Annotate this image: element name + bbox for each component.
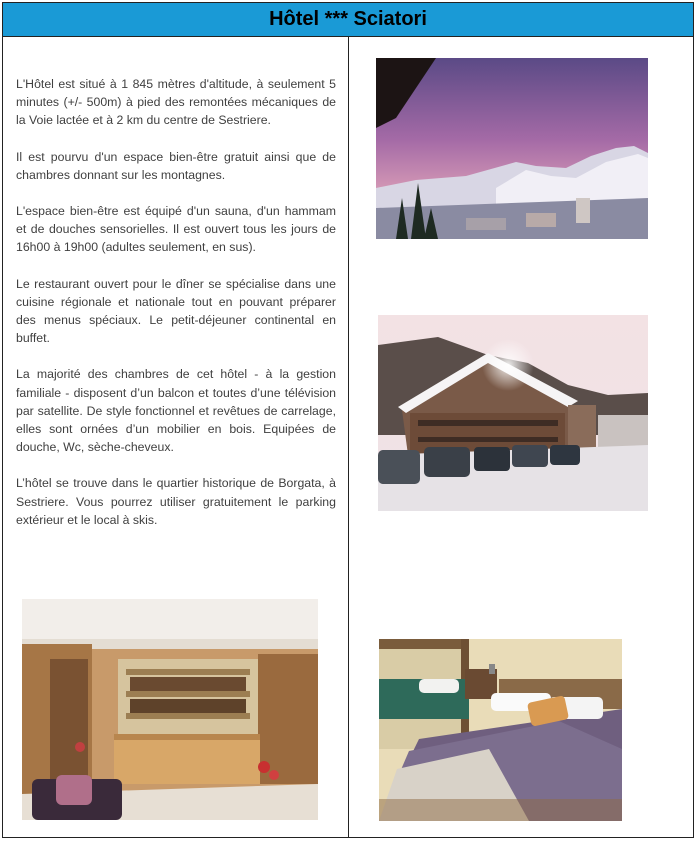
description-column bbox=[16, 75, 336, 547]
mountain-sunset-photo bbox=[376, 58, 648, 239]
paragraph-location: L'Hôtel est situé à 1 845 mètres d'altitude, à seulement 5 minutes (+/- 500m) à pied des remontées mécaniques de la Voie lactée et à 2 km du centre de Sestriere. bbox=[16, 77, 336, 128]
paragraph-restaurant: Le restaurant ouvert pour le dîner se spécialise dans une cuisine régionale et nationale tout en pouvant préparer des menus spéciaux. Le petit-déjeuner continental en buffet. bbox=[16, 276, 336, 346]
title-banner bbox=[3, 3, 693, 37]
page-title: Hôtel *** Sciatori bbox=[269, 8, 427, 30]
hotel-bar-photo bbox=[22, 599, 318, 820]
paragraph-wellness-intro: Il est pourvu d'un espace bien-être gratuit ainsi que de chambres donnant sur les montagnes. bbox=[16, 149, 336, 182]
paragraph-rooms: La majorité des chambres de cet hôtel - à la gestion familiale - disposent d’un balcon et toutes d’une télévision par satellite. De style fonctionnel et revêtues de carrelage, elles sont ornées d’un mobilier en bois. Equipées de douche, Wc, sèche-cheveux. bbox=[16, 367, 336, 455]
paragraph-neighbourhood: L’hôtel se trouve dans le quartier historique de Borgata, à Sestriere. Vous pourrez utiliser gratuitement le parking extérieur et le local à skis. bbox=[16, 476, 336, 527]
hotel-bedroom-photo bbox=[379, 639, 622, 821]
paragraph-wellness-details: L'espace bien-être est équipé d'un sauna, d'un hammam et de douches sensorielles. Il est ouvert tous les jours de 16h00 à 19h00 (adultes seulement, en sus). bbox=[16, 204, 336, 255]
column-divider bbox=[348, 37, 349, 837]
hotel-exterior-photo bbox=[378, 315, 648, 511]
